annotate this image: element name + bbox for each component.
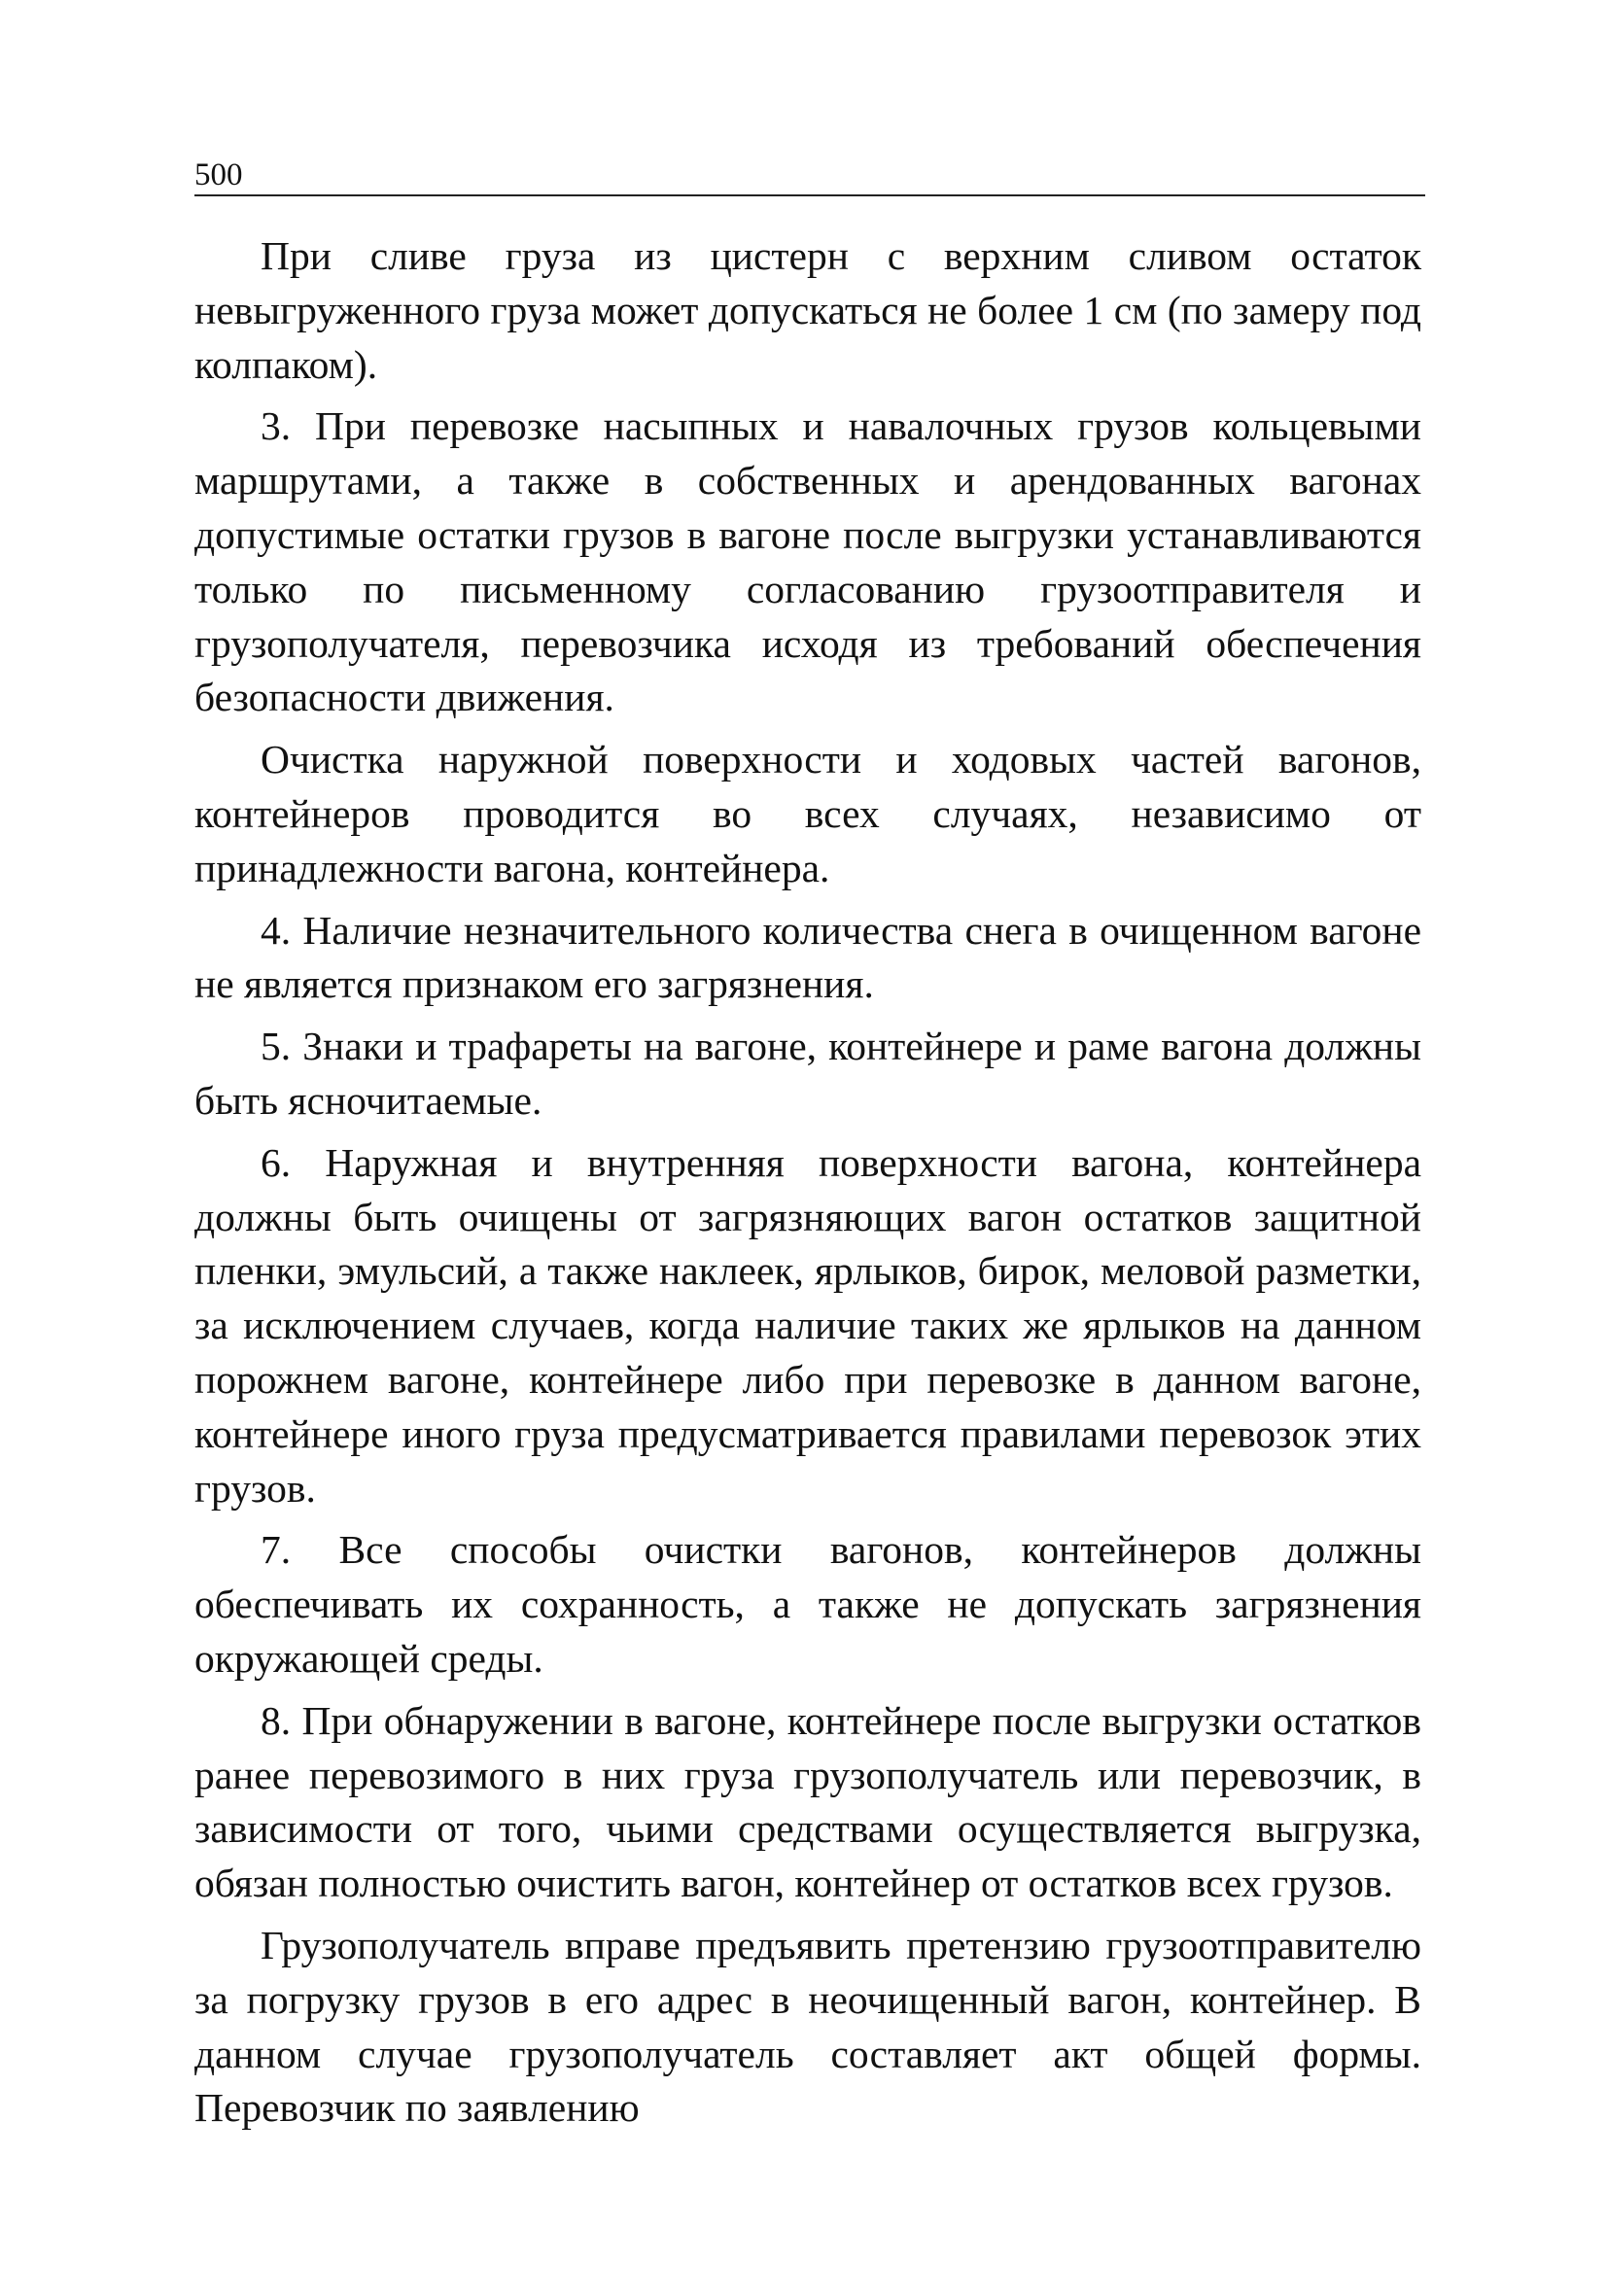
paragraph-item-6: 6. Наружная и внутренняя поверхности вагона, контейнера должны быть очищены от загрязняющих вагон остатков защитной пленки, эмульсий, а также наклеек, ярлыков, бирок, меловой разметки, за исключением случаев, когда наличие таких же ярлыков на данном порожнем вагоне, контейнере либо при перевозке в данном вагоне, контейнере иного груза предусматривается правилами перевозок этих грузов. xyxy=(194,1139,1421,1511)
paragraph-item-4: 4. Наличие незначительного количества снега в очищенном вагоне не является признаком его загрязнения. xyxy=(194,907,1421,1007)
paragraph-item-3: 3. При перевозке насыпных и навалочных грузов кольцевыми маршрутами, а также в собственных и арендованных вагонах допустимые остатки грузов в вагоне после выгрузки устанавливаются только по письменному согласованию грузоотправителя и грузополучателя, перевозчика исходя из требований обеспечения безопасности движения. xyxy=(194,403,1421,720)
paragraph-item-8: 8. При обнаружении в вагоне, контейнере после выгрузки остатков ранее перевозимого в них груза грузополучатель или перевозчик, в зависимости от того, чьими средствами осуществляется выгрузка, обязан полностью очистить вагон, контейнер от остатков всех грузов. xyxy=(194,1697,1421,1906)
paragraph-item-7: 7. Все способы очистки вагонов, контейнеров должны обеспечивать их сохранность, а также не допускать загрязнения окружающей среды. xyxy=(194,1527,1421,1681)
paragraph-item-5: 5. Знаки и трафареты на вагоне, контейнере и раме вагона должны быть ясночитаемые. xyxy=(194,1024,1421,1123)
document-page xyxy=(194,146,1421,2136)
body-text xyxy=(194,229,1421,2136)
paragraph-consignee-claim: Грузополучатель вправе предъявить претензию грузоотправителю за погрузку грузов в его адрес в неочищенный вагон, контейнер. В данном случае грузополучатель составляет акт общей формы. Перевозчик по заявлению xyxy=(194,1922,1421,2131)
header-rule xyxy=(194,194,1425,196)
page-header xyxy=(194,146,1421,196)
paragraph-draining-residue: При сливе груза из цистерн с верхним сливом остаток невыгруженного груза может допускаться не более 1 см (по замеру под колпаком). xyxy=(194,233,1421,387)
page-number: 500 xyxy=(194,157,243,192)
paragraph-cleaning-exterior: Очистка наружной поверхности и ходовых частей вагонов, контейнеров проводится во всех случаях, независимо от принадлежности вагона, контейнера. xyxy=(194,737,1421,890)
